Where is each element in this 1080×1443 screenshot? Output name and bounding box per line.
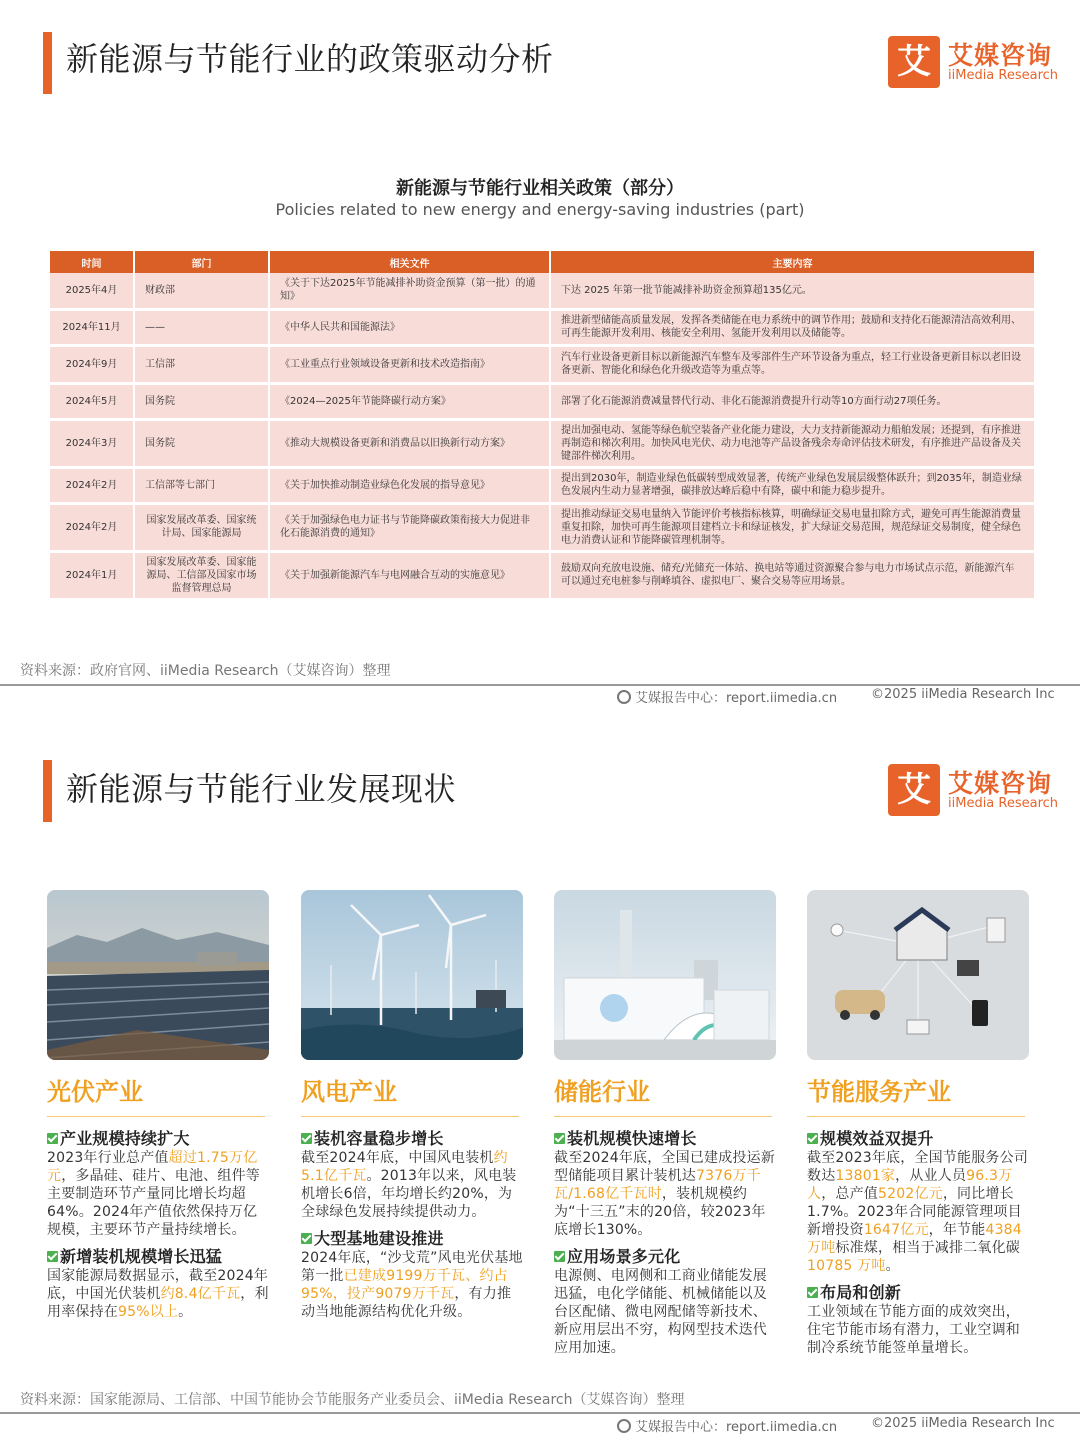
table-row (50, 503, 1035, 551)
table-row (50, 551, 1035, 599)
cell-content: 提出加强电动、氢能等绿色航空装备产业化能力建设，大力支持新能源动力船舶发展；还提到，有序推进再制造和梯次利用。加快风电光伏、动力电池等产品设备残余寿命评估技术研发，有序推进产品设备及关键部件梯次利用。 (550, 419, 1035, 467)
table-row (50, 345, 1035, 383)
text-run: 截至2023年底，全国节能服务公司数达 (807, 1150, 1029, 1184)
solar-farm-image (47, 890, 269, 1060)
cell-doc: 《关于加强新能源汽车与电网融合互动的实施意见》 (269, 551, 550, 599)
header-dept: 部门 (134, 251, 269, 273)
logo-cn: 艾媒咨询 (948, 41, 1053, 70)
highlight-value: 4384万吨 (807, 1222, 1022, 1256)
source-note: 资料来源：政府官网、iiMedia Research（艾媒咨询）整理 (20, 663, 391, 679)
text-run: 。 (178, 1304, 193, 1320)
section-text (807, 1303, 1029, 1357)
text-run: 2024年底，“沙戈荒”风电光伏基地第一批 (301, 1250, 523, 1284)
industry-column-storage (554, 890, 776, 1357)
cell-dept: 国务院 (134, 419, 269, 467)
cell-doc: 《关于下达2025年节能减排补助资金预算（第一批）的通知》 (269, 273, 550, 309)
text-run: ，从业人员 (895, 1168, 967, 1184)
cell-content: 汽车行业设备更新目标以新能源汽车整车及零部件生产环节设备为重点，轻工行业设备更新目标以老旧设备更新、智能化和绿色化升级改造等为重点等。 (550, 345, 1035, 383)
category-body (554, 1129, 776, 1357)
category-title: 光伏产业 (47, 1078, 143, 1106)
text-run: 工业领域在节能方面的成效突出，住宅节能市场有潜力，工业空调和制冷系统节能签单量增长。 (807, 1304, 1020, 1356)
cell-time: 2024年2月 (50, 467, 134, 503)
cell-doc: 《中华人民共和国能源法》 (269, 309, 550, 345)
highlight-value: 约5.1亿千瓦 (301, 1150, 508, 1184)
highlight-value: 10785 万吨 (807, 1258, 886, 1274)
section-heading-text: 新增装机规模增长迅猛 (60, 1247, 223, 1266)
text-run: ，利用率保持在 (47, 1286, 269, 1320)
cell-doc: 《工业重点行业领域设备更新和技术改造指南》 (269, 345, 550, 383)
category-rule (554, 1116, 772, 1117)
text-run: 国家能源局数据显示，截至2024年底，中国光伏装机 (47, 1268, 269, 1302)
highlight-value: 约8.4亿千瓦 (160, 1286, 241, 1302)
highlight-value: 1647亿元 (863, 1222, 929, 1238)
cell-time: 2024年1月 (50, 551, 134, 599)
section-heading-text: 大型基地建设推进 (314, 1229, 444, 1248)
cell-time: 2025年4月 (50, 273, 134, 309)
text-run: ，年节能 (928, 1222, 986, 1238)
cell-doc: 《关于加强绿色电力证书与节能降碳政策衔接大力促进非化石能源消费的通知》 (269, 503, 550, 551)
globe-icon (617, 1419, 631, 1433)
cell-time: 2024年3月 (50, 419, 134, 467)
industry-column-energy-service (807, 890, 1029, 1357)
policy-table (50, 251, 1036, 601)
cell-dept: 国家发展改革委、国家能源局、工信部及国家市场监督管理总局 (134, 551, 269, 599)
text-run: 2023年行业总产值 (47, 1150, 169, 1166)
page-title: 新能源与节能行业的政策驱动分析 (66, 40, 554, 78)
category-title: 风电产业 (301, 1078, 397, 1106)
energy-storage-image (554, 890, 776, 1060)
logo-mark: 艾 (888, 36, 940, 88)
title-accent-bar (43, 32, 52, 94)
table-header-row (50, 251, 1035, 273)
table-row (50, 467, 1035, 503)
text-run: ，多晶硅、硅片、电池、组件等主要制造环节产量同比增长均超64%。2024年产值依然保持万亿规模，主要环节产量持续增长。 (47, 1168, 261, 1238)
header-time: 时间 (50, 251, 134, 273)
cell-time: 2024年2月 (50, 503, 134, 551)
footer-site[interactable] (617, 687, 837, 706)
cell-time: 2024年9月 (50, 345, 134, 383)
checkbox-icon (301, 1233, 312, 1244)
table-subtitle: Policies related to new energy and energy-saving industries (part) (275, 200, 805, 219)
text-run: 截至2024年底，全国已建成投运新型储能项目累计装机达 (554, 1150, 776, 1184)
text-run: 标准煤，相当于减排二氧化碳 (835, 1240, 1021, 1256)
category-rule (807, 1116, 1025, 1117)
logo-en: iiMedia Research (948, 796, 1059, 811)
page-title: 新能源与节能行业发展现状 (66, 770, 457, 808)
category-body (301, 1129, 523, 1321)
section-heading-text: 装机容量稳步增长 (314, 1129, 444, 1148)
table-row (50, 309, 1035, 345)
checkbox-icon (554, 1251, 565, 1262)
cell-dept: 工信部 (134, 345, 269, 383)
section-heading (807, 1129, 1029, 1149)
policy-page (0, 0, 1080, 712)
industry-column-wind (301, 890, 523, 1321)
category-title: 储能行业 (554, 1078, 650, 1106)
header-content: 主要内容 (550, 251, 1035, 273)
cell-doc: 《关于加快推动制造业绿色化发展的指导意见》 (269, 467, 550, 503)
table-title: 新能源与节能行业相关政策（部分） (396, 178, 684, 199)
section-text (554, 1149, 776, 1239)
iimedia-logo (888, 36, 1063, 90)
cell-content: 提出到2030年，制造业绿色低碳转型成效显著，传统产业绿色发展层级整体跃升；到2035年，制造业绿色发展内生动力显著增强，碳排放达峰后稳中有降，碳中和能力稳步提升。 (550, 467, 1035, 503)
highlight-value: 95%以上 (118, 1304, 179, 1320)
footer-divider (0, 1412, 1080, 1414)
section-text (807, 1149, 1029, 1275)
table-row (50, 419, 1035, 467)
section-text (554, 1267, 776, 1357)
text-run: 电源侧、电网侧和工商业储能发展迅猛，电化学储能、机械储能以及台区配储、微电网配储等新技术、新应用层出不穷，构网型技术迭代应用加速。 (554, 1268, 767, 1356)
section-text (47, 1267, 269, 1321)
header-doc: 相关文件 (269, 251, 550, 273)
checkbox-icon (807, 1287, 818, 1298)
text-run: ，有力推动当地能源结构优化升级。 (301, 1286, 512, 1320)
cell-time: 2024年11月 (50, 309, 134, 345)
checkbox-icon (47, 1133, 58, 1144)
footer-divider (0, 684, 1080, 686)
cell-dept: 财政部 (134, 273, 269, 309)
section-heading (554, 1247, 776, 1267)
table-row (50, 383, 1035, 419)
cell-dept: 国家发展改革委、国家统计局、国家能源局 (134, 503, 269, 551)
table-row (50, 273, 1035, 309)
industry-column-solar (47, 890, 269, 1321)
category-rule (47, 1116, 265, 1117)
section-heading-text: 装机规模快速增长 (567, 1129, 697, 1148)
cell-content: 部署了化石能源消费减量替代行动、非化石能源消费提升行动等10方面行动27项任务。 (550, 383, 1035, 419)
highlight-value: 已建成9199万千瓦、约占95%，投产9079万千瓦 (301, 1268, 508, 1302)
text-run: ，装机规模约为“十三五”末的20倍，较2023年底增长130%。 (554, 1186, 766, 1238)
cell-doc: 《推动大规模设备更新和消费品以旧换新行动方案》 (269, 419, 550, 467)
cell-dept: 国务院 (134, 383, 269, 419)
globe-icon (617, 690, 631, 704)
source-note: 资料来源：国家能源局、工信部、中国节能协会节能服务产业委员会、iiMedia Research（艾媒咨询）整理 (20, 1392, 685, 1408)
section-heading (47, 1247, 269, 1267)
iimedia-logo (888, 764, 1063, 818)
category-body (47, 1129, 269, 1321)
wind-turbine-image (301, 890, 523, 1060)
section-text (47, 1149, 269, 1239)
cell-content: 推进新型储能高质量发展，发挥各类储能在电力系统中的调节作用；鼓励和支持化石能源清洁高效利用、可再生能源开发利用、核能安全利用、氢能开发利用以及储能等。 (550, 309, 1035, 345)
section-text (301, 1149, 523, 1221)
checkbox-icon (554, 1133, 565, 1144)
section-heading (554, 1129, 776, 1149)
cell-dept: —— (134, 309, 269, 345)
logo-mark: 艾 (888, 764, 940, 816)
highlight-value: 13801家 (835, 1168, 896, 1184)
category-rule (301, 1116, 519, 1117)
text-run: ，同比增长1.7%。2023年合同能源管理项目新增投资 (807, 1186, 1022, 1238)
text-run: ，总产值 (821, 1186, 879, 1202)
footer-site-text: 艾媒报告中心：report.iimedia.cn (635, 691, 838, 706)
checkbox-icon (301, 1133, 312, 1144)
cell-time: 2024年5月 (50, 383, 134, 419)
cell-content: 提出推动绿证交易电量纳入节能评价考核指标核算，明确绿证交易电量扣除方式，避免可再生能源消费量重复扣除，加快可再生能源项目建档立卡和绿证核发，扩大绿证交易范围，规范绿证交易制度，健全绿色电力消费认证和节能降碳管理机制等。 (550, 503, 1035, 551)
section-heading-text: 规模效益双提升 (820, 1129, 934, 1148)
title-accent-bar (43, 760, 52, 822)
text-run: 。 (885, 1258, 900, 1274)
smart-home-image (807, 890, 1029, 1060)
highlight-value: 7376万千瓦/1.68亿千瓦时 (554, 1168, 761, 1202)
text-run: 截至2024年底，中国风电装机 (301, 1150, 494, 1166)
cell-content: 下达 2025 年第一批节能减排补助资金预算超135亿元。 (550, 273, 1035, 309)
section-heading (301, 1229, 523, 1249)
highlight-value: 96.3万人 (807, 1168, 1013, 1202)
section-heading-text: 应用场景多元化 (567, 1247, 681, 1266)
category-body (807, 1129, 1029, 1357)
section-heading-text: 产业规模持续扩大 (60, 1129, 190, 1148)
text-run: 。2013年以来，风电装机增长6倍，年均增长约20%，为全球绿色发展持续提供动力。 (301, 1168, 517, 1220)
category-title: 节能服务产业 (807, 1078, 951, 1106)
section-heading (301, 1129, 523, 1149)
section-text (301, 1249, 523, 1321)
logo-cn: 艾媒咨询 (948, 769, 1053, 798)
cell-dept: 工信部等七部门 (134, 467, 269, 503)
section-heading (807, 1283, 1029, 1303)
highlight-value: 超过1.75万亿元 (47, 1150, 258, 1184)
cell-doc: 《2024—2025年节能降碳行动方案》 (269, 383, 550, 419)
footer-copyright: ©2025 iiMedia Research Inc (871, 687, 1055, 702)
footer-copyright: ©2025 iiMedia Research Inc (871, 1416, 1055, 1431)
footer-site[interactable] (617, 1416, 837, 1435)
highlight-value: 5202亿元 (878, 1186, 943, 1202)
footer-site-text: 艾媒报告中心：report.iimedia.cn (635, 1420, 838, 1435)
section-heading-text: 布局和创新 (820, 1283, 902, 1302)
status-page (0, 728, 1080, 1443)
checkbox-icon (47, 1251, 58, 1262)
logo-en: iiMedia Research (948, 68, 1059, 83)
checkbox-icon (807, 1133, 818, 1144)
section-heading (47, 1129, 269, 1149)
cell-content: 鼓励双向充放电设施、储充/光储充一体站、换电站等通过资源聚合参与电力市场试点示范，新能源汽车可以通过充电桩参与削峰填谷、虚拟电厂、聚合交易等应用场景。 (550, 551, 1035, 599)
